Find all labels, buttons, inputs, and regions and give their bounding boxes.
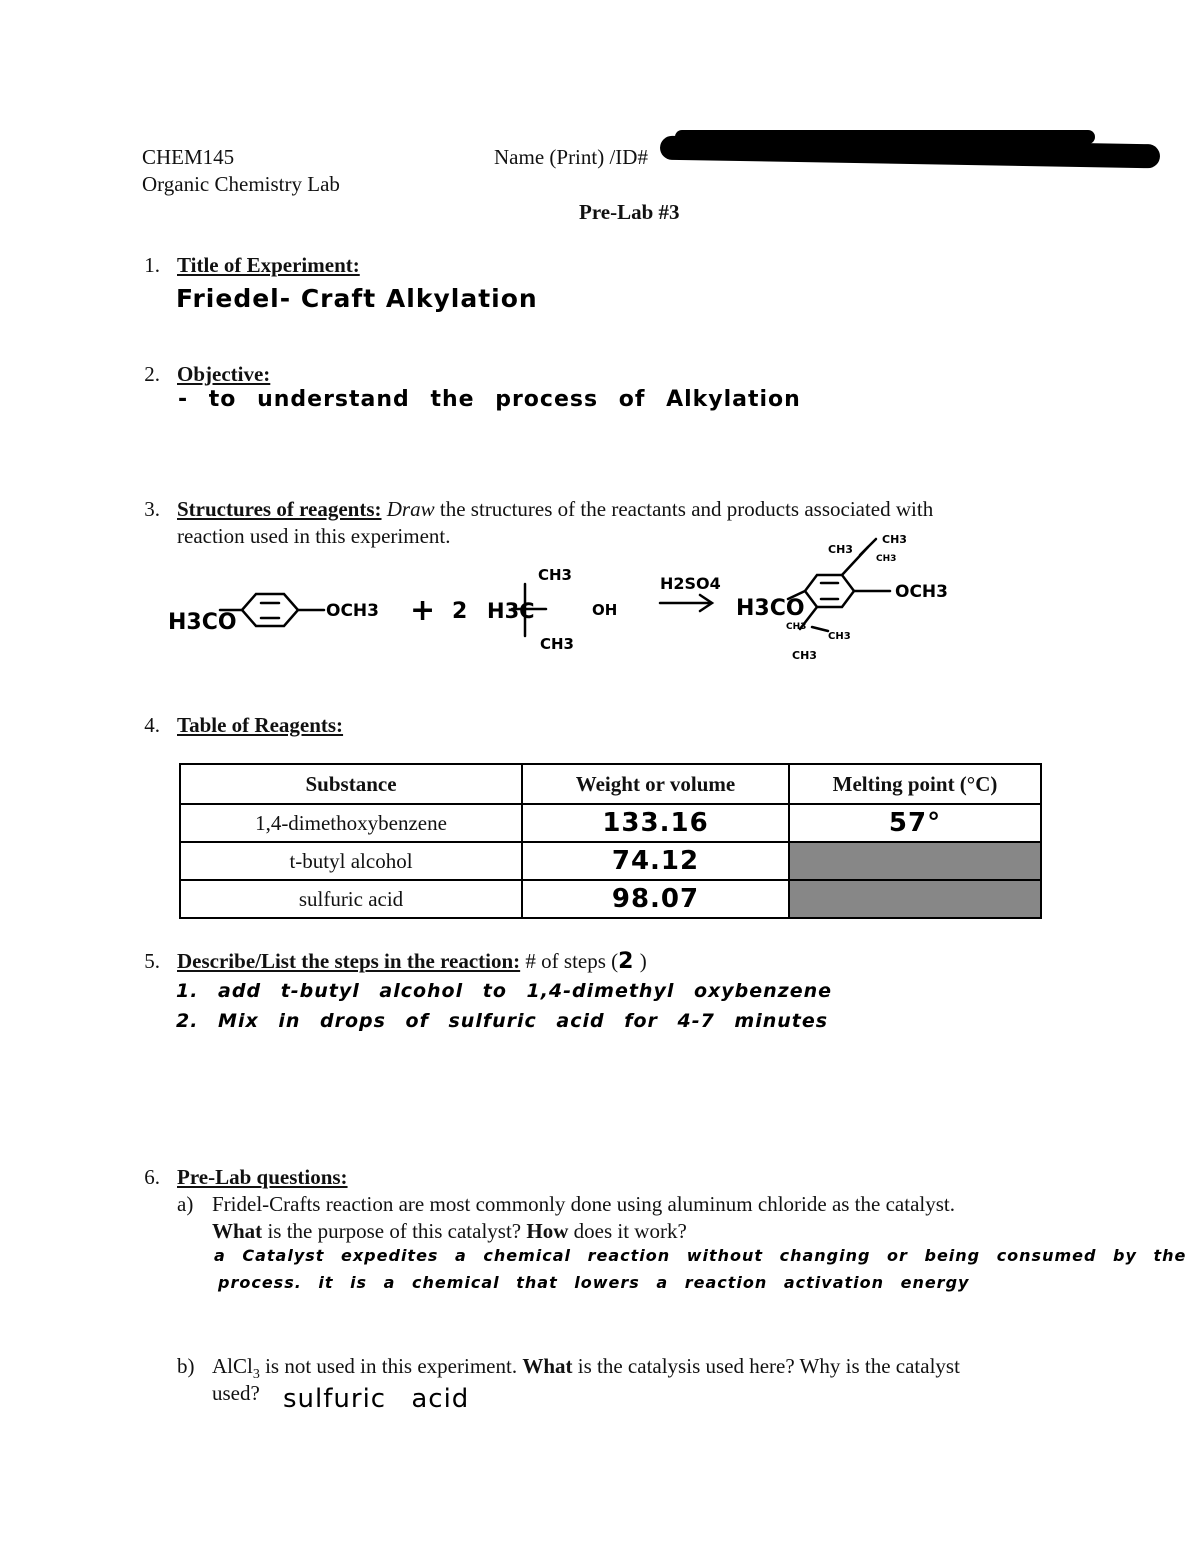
step-item: 2. Mix in drops of sulfuric acid for 4-7 minutes <box>176 1010 829 1032</box>
cell-substance: sulfuric acid <box>180 880 522 918</box>
reactant1-left-group: H3CO <box>168 610 237 635</box>
structures-prompt <box>177 496 933 522</box>
cell-melting-point-shaded <box>789 842 1041 880</box>
section-title-experiment: Title of Experiment: <box>177 253 360 277</box>
question-a-text: is the purpose of this catalyst? <box>262 1219 527 1243</box>
product-benzene-ring <box>805 575 854 607</box>
answer-b: sulfuric acid <box>283 1384 470 1414</box>
section-number: 4. <box>144 713 160 737</box>
question-a-line2 <box>212 1218 687 1244</box>
table-row <box>180 842 1041 880</box>
section-title-reagents: Table of Reagents: <box>177 713 344 737</box>
section-title-structures: Structures of reagents: <box>177 497 382 521</box>
section-number: 3. <box>144 497 160 521</box>
product-right-group: OCH3 <box>895 582 948 602</box>
reagents-table <box>179 763 1042 919</box>
cell-substance: t-butyl alcohol <box>180 842 522 880</box>
cell-melting-point-shaded <box>789 880 1041 918</box>
product-methyl-label: CH3 <box>828 631 851 642</box>
coefficient: 2 <box>452 599 468 624</box>
reactant1-right-group: OCH3 <box>326 601 379 621</box>
product-methyl-label: CH3 <box>792 649 817 662</box>
question-a-how: How <box>526 1219 569 1243</box>
alcl-subscript: 3 <box>252 1367 260 1383</box>
section-title-objective: Objective: <box>177 362 271 386</box>
table-row <box>180 804 1041 842</box>
header-weight: Weight or volume <box>522 764 789 804</box>
reactant2-top-group: CH3 <box>538 566 572 584</box>
catalyst-label: H2SO4 <box>660 574 721 593</box>
question-a-line1: Fridel-Crafts reaction are most commonly done using aluminum chloride as the catalyst. <box>212 1192 955 1216</box>
page-title: Pre-Lab #3 <box>579 200 680 224</box>
reactant2-bottom-group: CH3 <box>540 635 574 653</box>
steps-count-suffix: ) <box>634 949 647 973</box>
mp-value: 57° <box>888 808 942 838</box>
alcl-formula: AlCl <box>212 1354 253 1378</box>
question-b-line1 <box>212 1353 960 1388</box>
cell-weight <box>522 804 789 842</box>
section-number: 6. <box>144 1165 160 1189</box>
section-title-questions: Pre-Lab questions: <box>177 1165 348 1189</box>
cell-weight <box>522 880 789 918</box>
steps-count-prefix: # of steps ( <box>520 949 619 973</box>
weight-value: 133.16 <box>602 808 709 838</box>
section-number: 2. <box>144 362 160 386</box>
question-b-letter: b) <box>177 1354 195 1378</box>
question-a-text-end: does it work? <box>568 1219 687 1243</box>
weight-value: 98.07 <box>611 884 700 914</box>
reaction-scheme <box>160 525 960 670</box>
answer-a-line2: process. it is a chemical that lowers a reaction activation energy <box>218 1273 970 1292</box>
question-b-line2: used? <box>212 1381 260 1405</box>
question-a-letter: a) <box>177 1192 194 1216</box>
reactant2-left-group: H3C <box>487 599 535 623</box>
question-b-what: What <box>522 1354 573 1378</box>
redaction-mark-top <box>675 130 1095 144</box>
steps-count-value: 2 <box>618 949 635 974</box>
question-b-text-end: is the catalysis used here? Why is the catalyst <box>572 1354 960 1378</box>
cell-weight <box>522 842 789 880</box>
section-number: 1. <box>144 253 160 277</box>
plus-sign: + <box>410 593 436 628</box>
instruction-text-line2: reaction used in this experiment. <box>177 524 451 548</box>
benzene-ring <box>242 594 298 626</box>
course-name: Organic Chemistry Lab <box>142 172 340 196</box>
product-methyl-label: CH3 <box>882 533 907 546</box>
reactant2-right-group: OH <box>592 601 618 619</box>
question-a-what: What <box>212 1219 263 1243</box>
cell-melting-point <box>789 804 1041 842</box>
instruction-draw: Draw <box>386 497 435 521</box>
answer-a-line1: a Catalyst expedites a chemical reaction without changing or being consumed by the <box>214 1246 1187 1265</box>
table-row <box>180 880 1041 918</box>
product-methyl-label: CH3 <box>786 622 807 632</box>
section-number: 5. <box>144 949 160 973</box>
answer-title: Friedel- Craft Alkylation <box>176 284 538 313</box>
weight-value: 74.12 <box>611 846 700 876</box>
name-label: Name (Print) /ID# <box>494 145 648 169</box>
table-header-row <box>180 764 1041 804</box>
header-melting-point: Melting point (°C) <box>789 764 1041 804</box>
steps-prompt <box>177 948 647 975</box>
section-title-steps: Describe/List the steps in the reaction: <box>177 949 521 973</box>
product-methyl-label: CH3 <box>828 543 853 556</box>
product-left-group: H3CO <box>736 596 805 621</box>
instruction-text: the structures of the reactants and products associated with <box>434 497 934 521</box>
answer-objective: - to understand the process of Alkylation <box>178 387 801 412</box>
cell-substance: 1,4-dimethoxybenzene <box>180 804 522 842</box>
product-methyl-label: CH3 <box>876 554 897 564</box>
question-b-text: is not used in this experiment. <box>259 1354 523 1378</box>
step-item: 1. add t-butyl alcohol to 1,4-dimethyl oxybenzene <box>176 980 833 1002</box>
header-substance: Substance <box>180 764 522 804</box>
course-code: CHEM145 <box>142 145 235 169</box>
